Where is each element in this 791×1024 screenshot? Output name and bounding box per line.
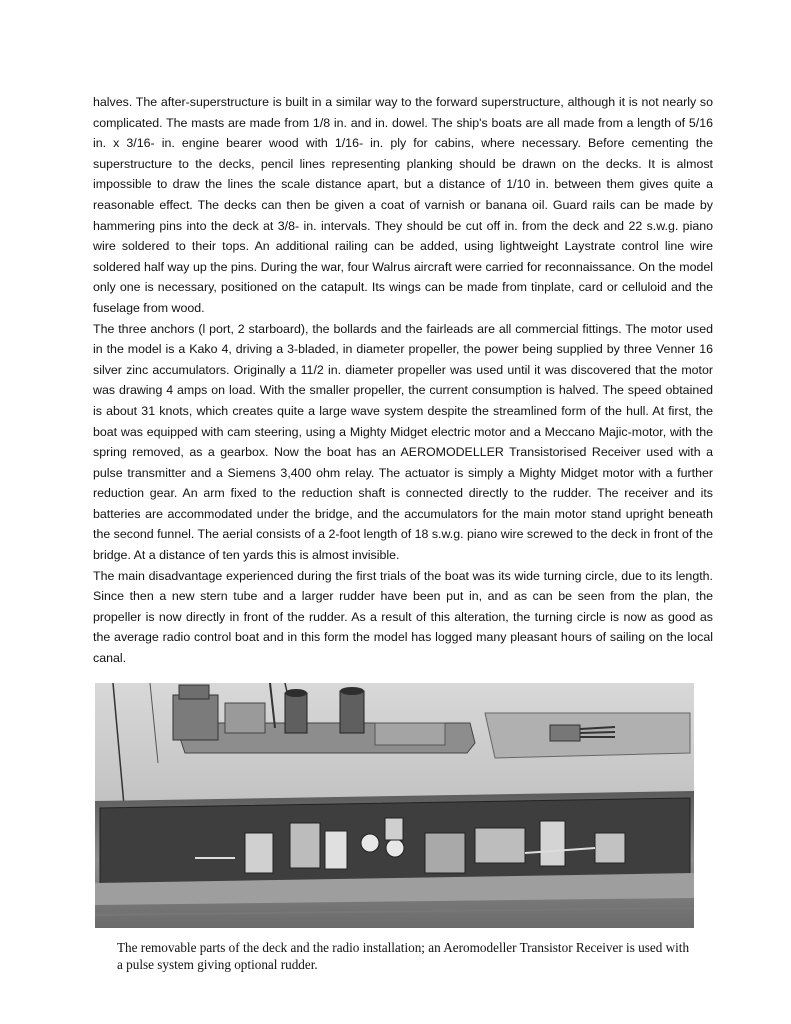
paragraph-3: The main disadvantage experienced during the first trials of the boat was its wide turning circle, due to its length. Since then a new stern tube and a larger rudder have been put in, and as can be seen from the plan, the propeller is now directly in front of the rudder. As a result of this alteration, the turning circle is now as good as the average radio control boat and in this form the model has logged many pleasant hours of sailing on the local canal. [93, 568, 713, 666]
paragraph-1: halves. The after-superstructure is built in a similar way to the forward superstructure, although it is not nearly so complicated. The masts are made from 1/8 in. and in. dowel. The ship's boats are all made from a length of 5/16 in. x 3/16- in. engine bearer wood with 1/16- in. ply for cabins, where necessary. Before cementing the superstructure to the decks, pencil lines representing planking should be drawn on the decks. It is almost impossible to draw the lines the scale distance apart, but a distance of 1/10 in. between them gives quite a reasonable effect. The decks can then be given a coat of varnish or banana oil. Guard rails can be made by hammering pins into the deck at 3/8- in. intervals. They should be cut off in. from the deck and 22 s.w.g. piano wire soldered to their tops. An additional railing can be added, using lightweight Laystrate control line wire soldered half way up the pins. During the war, four Walrus aircraft were carried for reconnaissance. On the model only one is necessary, positioned on the catapult. Its wings can be made from tinplate, card or celluloid and the fuselage from wood. [93, 95, 713, 315]
photo-caption: The removable parts of the deck and the radio installation; an Aeromodeller Transistor Receiver is used with a pulse system giving optional rudder. [117, 940, 690, 972]
article-body [93, 92, 713, 669]
ship-model-photo [95, 683, 694, 928]
paragraph-2: The three anchors (l port, 2 starboard), the bollards and the fairleads are all commercial fittings. The motor used in the model is a Kako 4, driving a 3-bladed, in diameter propeller, the power being supplied by three Venner 16 silver zinc accumulators. Originally a 11/2 in. diameter propeller was used until it was discovered that the motor was drawing 4 amps on load. With the smaller propeller, the current consumption is halved. The speed obtained is about 31 knots, which creates quite a large wave system despite the streamlined form of the hull. At first, the boat was equipped with cam steering, using a Mighty Midget electric motor and a Meccano Majic-motor, with the spring removed, as a gearbox. Now the boat has an AEROMODELLER Transistorised Receiver used with a pulse transmitter and a Siemens 3,400 ohm relay. The actuator is simply a Mighty Midget motor with a further reduction gear. An arm fixed to the reduction shaft is connected directly to the rudder. The receiver and its batteries are accommodated under the bridge, and the accumulators for the main motor stand upright beneath the second funnel. The aerial consists of a 2-foot length of 18 s.w.g. piano wire screwed to the deck in front of the bridge. At a distance of ten yards this is almost invisible. [93, 321, 713, 563]
